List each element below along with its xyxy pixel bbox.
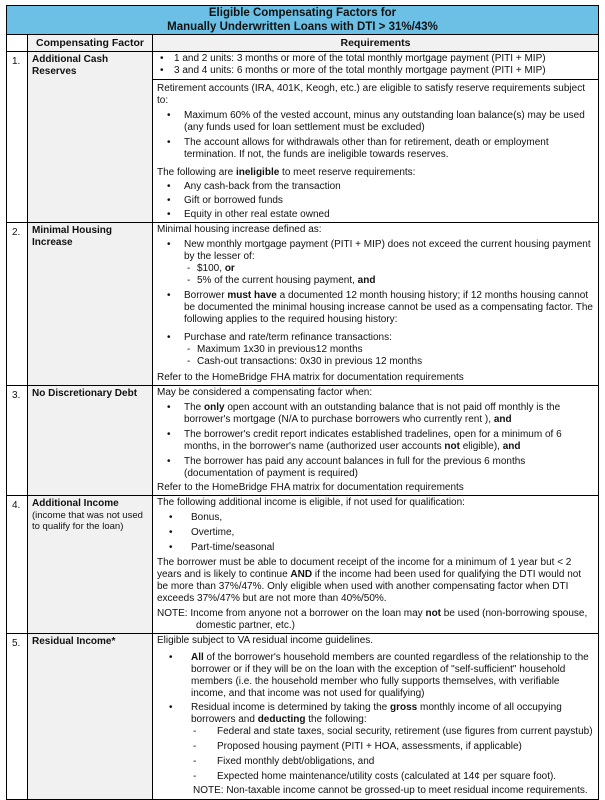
list-item: • Part-time/seasonal <box>167 542 594 554</box>
intro-text: May be considered a compensating factor when: <box>157 386 373 398</box>
intro-text: Minimal housing increase defined as: <box>157 223 322 235</box>
list-item: • Equity in other real estate owned <box>167 209 594 221</box>
title-line-2: Manually Underwritten Loans with DTI > 31%/43% <box>167 21 438 34</box>
list-item: • The borrower's credit report indicates established tradelines, open for a minimum of 6 months, in the borrower's name (authorized user accounts not eligible), and <box>167 429 594 453</box>
factor-name <box>28 495 153 633</box>
ineligible-intro: The following are ineligible to meet reserve requirements: <box>157 166 416 178</box>
intro-text: The following additional income is eligible, if not used for qualification: <box>157 496 465 508</box>
row-number: 2. <box>7 222 28 385</box>
list-item: • New monthly mortgage payment (PITI + MIP) does not exceed the current housing payment by the lesser of: <box>167 239 594 263</box>
list-item: • Gift or borrowed funds <box>167 195 594 207</box>
title-line-1: Eligible Compensating Factors for <box>208 7 397 19</box>
column-header-row <box>7 35 599 52</box>
list-item: • The account allows for withdrawals other than for retirement, death or employment termination. If not, the funds are ineligible towards reserves. <box>167 137 594 161</box>
list-item: • Borrower must have a documented 12 month housing history; if 12 months housing cannot be documented the minimal housing increase cannot be used as a compensating factor. The following applies to the required housing history: <box>167 290 594 326</box>
retirement-intro: Retirement accounts (IRA, 401K, Keogh, etc.) are eligible to satisfy reserve requirements subject to: <box>157 82 585 106</box>
factor-title: Additional Income <box>32 497 119 509</box>
requirements-cell <box>153 495 599 633</box>
list-item: • Overtime, <box>167 527 594 539</box>
compensating-factors-table <box>6 5 599 800</box>
note-text: NOTE: Non-taxable income cannot be grossed-up to meet residual income requirements. <box>193 784 588 796</box>
row-number: 3. <box>7 385 28 495</box>
list-item: • Residual income is determined by taking the gross monthly income of all occupying borrowers and deducting the following: <box>167 702 594 726</box>
list-item-dash: - Federal and state taxes, social security, retirement (use figures from current paystub) <box>193 726 594 738</box>
column-header-number <box>7 35 28 52</box>
row-number: 1. <box>7 51 28 222</box>
requirements-cell <box>153 633 599 799</box>
note-text: NOTE: Income from anyone not a borrower on the loan may not be used (non-borrowing spouse, domestic partner, etc.) <box>157 607 588 631</box>
row-number: 5. <box>7 633 28 799</box>
refer-text: Refer to the HomeBridge FHA matrix for documentation requirements <box>157 481 464 493</box>
factor-subtitle: (income that was not used to qualify for the loan) <box>32 509 143 533</box>
list-item: • Bonus, <box>167 512 594 524</box>
table-row-minimal-housing-increase <box>7 222 599 385</box>
list-item-dash: - Cash-out transactions: 0x30 in previous 12 months <box>187 356 594 368</box>
list-item: • Any cash-back from the transaction <box>167 181 594 193</box>
intro-text: Eligible subject to VA residual income guidelines. <box>157 634 374 646</box>
list-item: • Maximum 60% of the vested account, minus any outstanding loan balance(s) may be used (any funds used for loan settlement must be excluded) <box>167 110 594 134</box>
table-row-no-discretionary-debt <box>7 385 599 495</box>
column-header-factor: Compensating Factor <box>28 35 153 52</box>
requirements-cell <box>153 51 599 222</box>
row-number: 4. <box>7 495 28 633</box>
list-item-dash: - Maximum 1x30 in previous12 months <box>187 344 594 356</box>
list-item-dash: - Proposed housing payment (PITI + HOA, assessments, if applicable) <box>193 741 594 753</box>
refer-text: Refer to the HomeBridge FHA matrix for documentation requirements <box>157 371 464 383</box>
factor-name: Additional Cash Reserves <box>28 51 153 222</box>
table-title <box>7 6 599 35</box>
requirements-cell <box>153 385 599 495</box>
list-item: • The borrower has paid any account balances in full for the previous 6 months (documentation of payment is required) <box>167 456 594 480</box>
list-item: • Purchase and rate/term refinance transactions: <box>167 332 594 344</box>
list-item-dash: - $100, or <box>187 263 594 275</box>
list-item-dash: - Fixed monthly debt/obligations, and <box>193 756 594 768</box>
requirements-cell <box>153 222 599 385</box>
list-item: • The only open account with an outstanding balance that is not paid off monthly is the borrower's mortgage (N/A to purchase borrowers who currently rent ), and <box>167 402 594 426</box>
list-item: • 3 and 4 units: 6 months or more of the total monthly mortgage payment (PITI + MIP) <box>160 65 594 77</box>
table-row-additional-cash-reserves <box>7 51 599 222</box>
list-item: • All of the borrower's household members are counted regardless of the relationship to the borrower or if they will be on the loan with the exception of "self-sufficient" household members (i.e. the household member who fully supports themselves, with verifiable income, and that income was not used for qualifying) <box>167 652 594 700</box>
list-item-dash: - 5% of the current housing payment, and <box>187 275 594 287</box>
factor-name: No Discretionary Debt <box>28 385 153 495</box>
list-item-dash: - Expected home maintenance/utility costs (calculated at 14¢ per square foot). <box>193 771 594 783</box>
table-row-residual-income <box>7 633 599 799</box>
factor-name: Residual Income* <box>28 633 153 799</box>
table-row-additional-income <box>7 495 599 633</box>
column-header-requirements: Requirements <box>153 35 599 52</box>
income-paragraph: The borrower must be able to document receipt of the income for a minimum of 1 year but < 2 years and is likely to continue AND if the income had been used for qualifying the DTI would not be more than 37%/47%. Only eligible when used with another compensating factor when DTI exceeds 37%/47% but are not more than 40%/50%. <box>157 556 582 604</box>
factor-name: Minimal Housing Increase <box>28 222 153 385</box>
list-item: • 1 and 2 units: 3 months or more of the total monthly mortgage payment (PITI + MIP) <box>160 53 594 65</box>
